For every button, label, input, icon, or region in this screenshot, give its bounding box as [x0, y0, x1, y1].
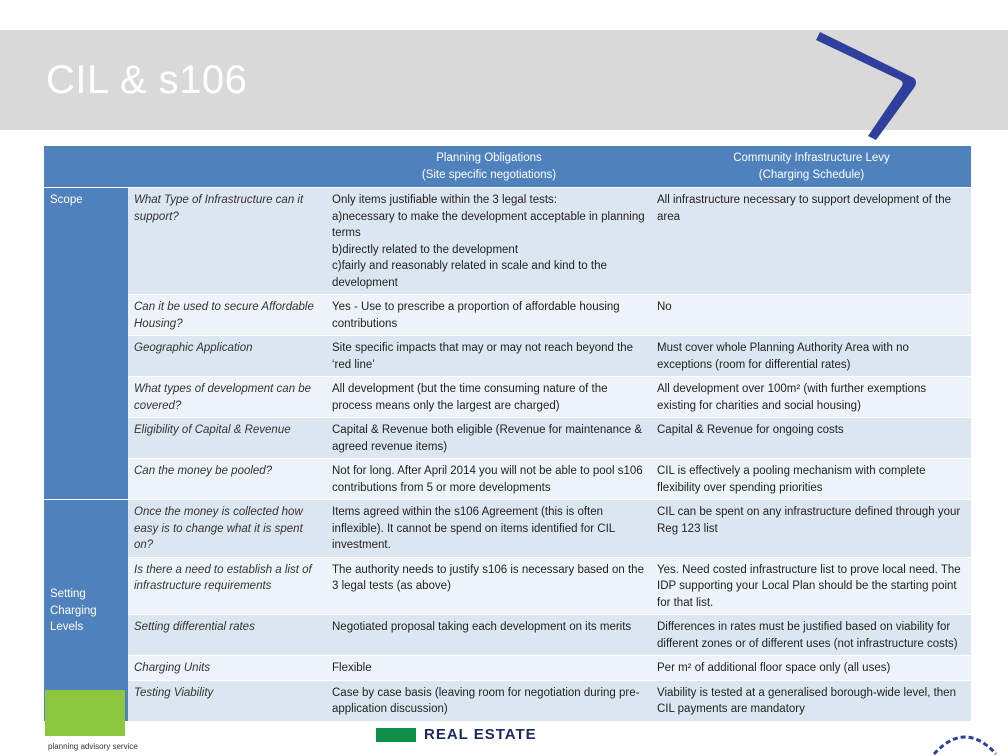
- row-question: What types of development can be covered?: [128, 377, 326, 418]
- slide-title: CIL & s106: [46, 58, 248, 102]
- row-question: Can it be used to secure Affordable Housing?: [128, 295, 326, 336]
- row-cil: Differences in rates must be justified based on viability for different zones or of different uses (not infrastructure costs): [651, 615, 971, 656]
- row-cil: Per m² of additional floor space only (all uses): [651, 656, 971, 681]
- row-cil: Capital & Revenue for ongoing costs: [651, 418, 971, 459]
- row-cil: Viability is tested at a generalised borough-wide level, then CIL payments are mandatory: [651, 680, 971, 721]
- section-setting-charging-levels: Setting Charging Levels: [44, 500, 128, 722]
- row-planning-obligations: All development (but the time consuming nature of the process means only the largest are charged): [326, 377, 651, 418]
- table-row: [44, 557, 971, 615]
- table-row: [44, 500, 971, 558]
- partner-logo-mark: [376, 728, 416, 742]
- row-question: Once the money is collected how easy is to change what it is spent on?: [128, 500, 326, 558]
- footer-brand: planning advisory service: [48, 742, 138, 751]
- header-po-subtitle: (Site specific negotiations): [421, 168, 557, 181]
- comparison-table: [44, 146, 971, 722]
- row-question: Setting differential rates: [128, 615, 326, 656]
- table-row: [44, 459, 971, 500]
- row-cil: Yes. Need costed infrastructure list to prove local need. The IDP supporting your Local Plan should be the starting point for that list.: [651, 557, 971, 615]
- row-question: Charging Units: [128, 656, 326, 681]
- row-planning-obligations: Not for long. After April 2014 you will not be able to pool s106 contributions from 5 or more developments: [326, 459, 651, 500]
- section-scope: Scope: [44, 188, 128, 500]
- header-planning-obligations: [326, 146, 651, 188]
- table-header-row: [44, 146, 971, 188]
- header-cil-subtitle: (Charging Schedule): [758, 168, 865, 181]
- row-planning-obligations: Capital & Revenue both eligible (Revenue for maintenance & agreed revenue items): [326, 418, 651, 459]
- row-planning-obligations: Yes - Use to prescribe a proportion of affordable housing contributions: [326, 295, 651, 336]
- table-row: [44, 615, 971, 656]
- swoosh-logo-icon: [806, 28, 926, 148]
- row-cil: All infrastructure necessary to support development of the area: [651, 188, 971, 295]
- row-cil: CIL can be spent on any infrastructure defined through your Reg 123 list: [651, 500, 971, 558]
- table-row: [44, 188, 971, 295]
- row-planning-obligations: The authority needs to justify s106 is necessary based on the 3 legal tests (as above): [326, 557, 651, 615]
- header-blank-section: [44, 146, 128, 188]
- header-po-title: Planning Obligations: [436, 152, 542, 164]
- row-cil: CIL is effectively a pooling mechanism with complete flexibility over spending priorities: [651, 459, 971, 500]
- table-row: [44, 295, 971, 336]
- row-question: Can the money be pooled?: [128, 459, 326, 500]
- row-planning-obligations: Items agreed within the s106 Agreement (this is often inflexible). It cannot be spend on items identified for CIL investment.: [326, 500, 651, 558]
- row-question: Geographic Application: [128, 336, 326, 377]
- table-row: [44, 680, 971, 721]
- header-cil-title: Community Infrastructure Levy: [733, 152, 890, 164]
- row-planning-obligations: Site specific impacts that may or may not reach beyond the ‘red line’: [326, 336, 651, 377]
- row-cil: Must cover whole Planning Authority Area with no exceptions (room for differential rates): [651, 336, 971, 377]
- arc-logo-icon: [930, 726, 1000, 756]
- row-cil: All development over 100m² (with further exemptions existing for charities and social housing): [651, 377, 971, 418]
- row-question: Is there a need to establish a list of infrastructure requirements: [128, 557, 326, 615]
- header-cil: [651, 146, 971, 188]
- row-planning-obligations: Negotiated proposal taking each development on its merits: [326, 615, 651, 656]
- table-row: [44, 656, 971, 681]
- table-row: [44, 336, 971, 377]
- row-planning-obligations: Case by case basis (leaving room for negotiation during pre-application discussion): [326, 680, 651, 721]
- row-cil: No: [651, 295, 971, 336]
- header-blank-question: [128, 146, 326, 188]
- row-question: What Type of Infrastructure can it support?: [128, 188, 326, 295]
- row-planning-obligations: Only items justifiable within the 3 legal tests: a)necessary to make the development acceptable in planning terms b)directly related to the development c)fairly and reasonably related in scale and kind to the development: [326, 188, 651, 295]
- pas-logo-block: [45, 690, 125, 736]
- row-question: Testing Viability: [128, 680, 326, 721]
- table-row: [44, 418, 971, 459]
- table-row: [44, 377, 971, 418]
- row-question: Eligibility of Capital & Revenue: [128, 418, 326, 459]
- footer-partner: REAL ESTATE: [424, 726, 537, 743]
- row-planning-obligations: Flexible: [326, 656, 651, 681]
